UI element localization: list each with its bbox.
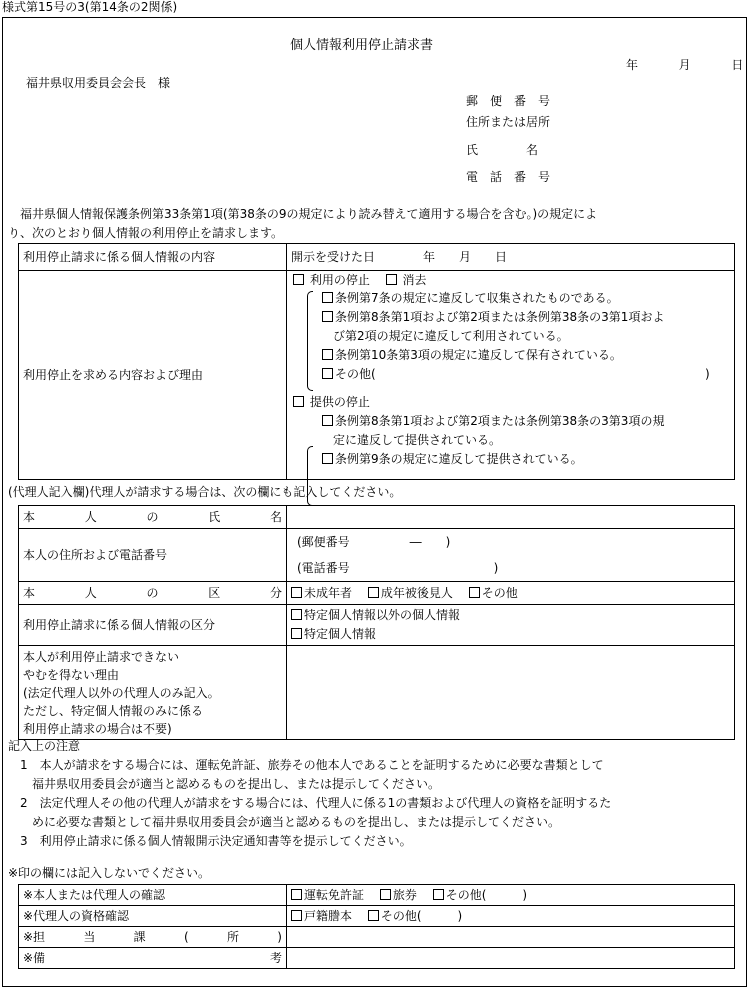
address-label: 住所または居所 [466, 115, 551, 129]
reason-cell [287, 271, 735, 480]
usage-reason-2-checkbox[interactable] [322, 311, 333, 322]
provide-reason-2-checkbox[interactable] [322, 453, 333, 464]
intro-line-1: 福井県個人情報保護条例第33条第1項(第38条の9の規定により読み替えて適用する場合を含む。)の規定によ [8, 207, 598, 221]
reason-label: 利用停止を求める内容および理由 [19, 271, 287, 480]
office-note: ※印の欄には記入しないでください。 [8, 866, 211, 880]
name-label: 氏 名 [466, 143, 539, 157]
addressee: 福井県収用委員会会長 様 [26, 76, 171, 90]
minor-checkbox[interactable] [291, 587, 302, 598]
usage-bracket [307, 291, 313, 391]
erase-checkbox[interactable] [386, 274, 397, 285]
usage-reason-other-checkbox[interactable] [322, 368, 333, 379]
request-table [18, 243, 735, 480]
note-2: 2 法定代理人その他の代理人が請求をする場合には、代理人に係る1の書類および代理人の資格を証明するた [8, 796, 612, 810]
unavoidable-reason-label: 本人が利用停止請求できない やむを得ない理由 (法定代理人以外の代理人のみ記入。 ただし、特定個人情報のみに係る 利用停止請求の場合は不要) [19, 646, 287, 740]
notes-section [8, 737, 611, 851]
erase-label: 消去 [402, 273, 427, 287]
office-table [18, 884, 735, 969]
principal-category-options: 未成年者 成年被後見人 その他 [287, 582, 735, 605]
provide-reason-1: 条例第8条第1項および第2項または条例第38条の3第3項の規 [322, 412, 728, 431]
department-label: ※担 当 課 ( 所 ) [19, 927, 287, 948]
provide-stop-checkbox[interactable] [293, 396, 304, 407]
intro-line-2: り、次のとおり個人情報の利用停止を請求します。 [8, 226, 284, 240]
principal-name-field[interactable] [287, 506, 735, 529]
agent-note: (代理人記入欄)代理人が請求する場合は、次の欄にも記入してください。 [8, 485, 402, 499]
provide-reason-1-cont: 定に違反して提供されている。 [333, 432, 502, 447]
principal-name-label: 本 人 の 氏 名 [19, 506, 287, 529]
date-line [626, 58, 743, 72]
page-title: 個人情報利用停止請求書 [290, 38, 434, 53]
usage-reason-3-checkbox[interactable] [322, 349, 333, 360]
usage-reason-2: 条例第8条第1項および第2項または条例第38条の3第1項およ [322, 308, 728, 327]
license-checkbox[interactable] [291, 889, 302, 900]
form-id: 様式第15号の3(第14条の2関係) [2, 0, 178, 14]
usage-stop-checkbox[interactable] [293, 274, 304, 285]
date-year: 年 [626, 58, 639, 72]
department-field[interactable] [287, 927, 735, 948]
usage-reason-1: 条例第7条の規定に違反して収集されたものである。 [322, 289, 728, 308]
note-1-cont: 福井県収用委員会が適当と認めるものを提出し、または提示してください。 [8, 777, 441, 791]
usage-reason-1-checkbox[interactable] [322, 292, 333, 303]
agent-table [18, 505, 735, 740]
qual-other-checkbox[interactable] [368, 910, 379, 921]
remarks-field[interactable] [287, 948, 735, 969]
phone-label: 電 話 番 号 [466, 170, 551, 184]
identity-confirm-options: 運転免許証 旅券 その他( ) [287, 885, 735, 906]
other-close: ) [705, 367, 710, 382]
note-2-cont: めに必要な書類として福井県収用委員会が適当と認めるものを提出し、または提示してください。 [8, 815, 561, 829]
date-day: 日 [731, 58, 744, 72]
postal-label: 郵 便 番 号 [466, 94, 551, 108]
usage-reason-2-cont: び第2項の規定に違反して利用されている。 [333, 329, 569, 344]
info-category-options: 特定個人情報以外の個人情報 特定個人情報 [287, 605, 735, 646]
principal-category-label: 本 人 の 区 分 [19, 582, 287, 605]
usage-options [293, 273, 728, 287]
category-other-checkbox[interactable] [469, 587, 480, 598]
provide-reason-1-checkbox[interactable] [322, 415, 333, 426]
principal-postal: (郵便番号 ― ) [297, 535, 451, 549]
provide-reason-2: 条例第9条の規定に違反して提供されている。 [322, 450, 728, 469]
principal-address-label: 本人の住所および電話番号 [19, 529, 287, 582]
ward-checkbox[interactable] [368, 587, 379, 598]
provide-reason-list [293, 412, 728, 469]
usage-stop-label: 利用の停止 [309, 273, 370, 287]
passport-checkbox[interactable] [380, 889, 391, 900]
disclosure-date[interactable]: 開示を受けた日 年 月 日 [287, 244, 735, 271]
notes-heading: 記入上の注意 [8, 739, 81, 753]
info-category-label: 利用停止請求に係る個人情報の区分 [19, 605, 287, 646]
confirm-other-checkbox[interactable] [433, 889, 444, 900]
content-label: 利用停止請求に係る個人情報の内容 [19, 244, 287, 271]
note-3: 3 利用停止請求に係る個人情報開示決定通知書等を提示してください。 [8, 834, 412, 848]
provide-stop-label: 提供の停止 [309, 395, 370, 410]
non-specific-info-checkbox[interactable] [291, 609, 302, 620]
principal-phone: (電話番号 ) [297, 561, 499, 575]
principal-address-field[interactable] [287, 529, 735, 582]
specific-info-checkbox[interactable] [291, 628, 302, 639]
family-register-checkbox[interactable] [291, 910, 302, 921]
qualification-label: ※代理人の資格確認 [19, 906, 287, 927]
usage-reason-list [293, 289, 728, 384]
unavoidable-reason-field[interactable] [287, 646, 735, 740]
qualification-options: 戸籍謄本 その他( ) [287, 906, 735, 927]
remarks-label: ※備 考 [19, 948, 287, 969]
usage-reason-other: その他( ) [322, 365, 728, 384]
date-month: 月 [678, 58, 691, 72]
identity-confirm-label: ※本人または代理人の確認 [19, 885, 287, 906]
usage-reason-3: 条例第10条第3項の規定に違反して保有されている。 [322, 346, 728, 365]
note-1: 1 本人が請求をする場合には、運転免許証、旅券その他本人であることを証明するために必要な書類として [8, 758, 604, 772]
provide-option [293, 395, 728, 409]
